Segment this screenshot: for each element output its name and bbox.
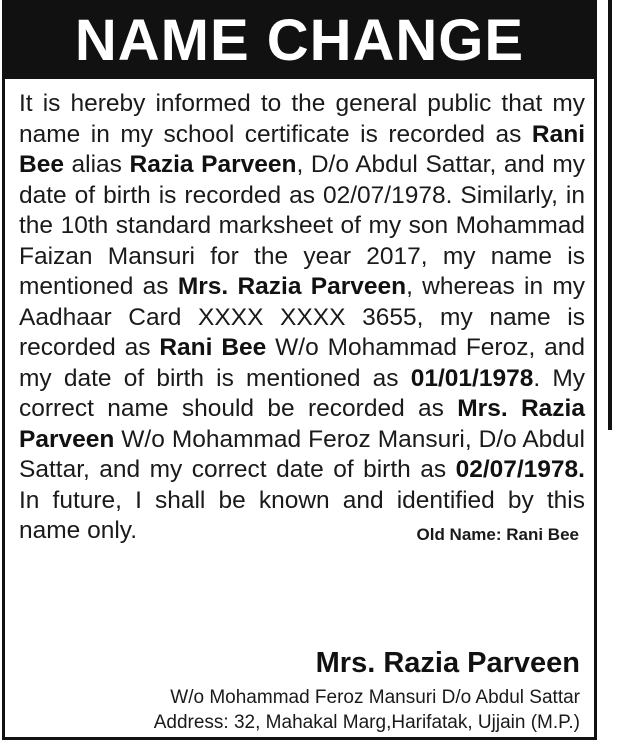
body-text-segment: , whereas in my Aadhaar Card XXXX XXXX 3655, my name is recorded as	[19, 273, 586, 361]
notice-headline: NAME CHANGE	[5, 3, 594, 79]
body-text-segment: , D/o Abdul Sattar, and my date of birth is recorded as 02/07/1978. Similarly, in the 10th standard marksheet of my son Mohammad Faizan Mansuri for the year 2017, my name is mentioned as	[19, 151, 585, 300]
correct-dob-highlight: 02/07/1978.	[455, 456, 585, 483]
notice-body	[19, 89, 585, 551]
signatory-address: Address: 32, Mahakal Marg,Harifatak, Ujjain (M.P.)	[153, 712, 580, 733]
marksheet-name-highlight: Mrs. Razia Parveen	[177, 273, 407, 300]
body-text-segment: W/o Mohammad Feroz Mansuri, D/o Abdul Sattar, and my correct date of birth as	[19, 425, 585, 483]
old-name-highlight: Rani Bee	[19, 120, 585, 178]
body-text-segment: W/o Mohammad Feroz, and my date of birth is mentioned as	[19, 334, 586, 392]
signatory-relation: W/o Mohammad Feroz Mansuri D/o Abdul Sattar	[170, 687, 580, 708]
body-text-segment: In future, I shall be known and identified by this name only.	[19, 486, 585, 544]
old-name-label: Old Name: Rani Bee	[416, 525, 579, 544]
name-change-notice	[2, 0, 597, 740]
signatory-name: Mrs. Razia Parveen	[315, 647, 580, 679]
column-rule	[608, 0, 612, 430]
alias-name-highlight: Razia Parveen	[129, 151, 297, 178]
body-text-segment: It is hereby informed to the general public that my name in my school certificate is recorded as	[19, 90, 585, 148]
body-text-segment: alias	[63, 151, 130, 178]
aadhaar-name-highlight: Rani Bee	[159, 334, 267, 361]
correct-name-highlight: Mrs. Razia Parveen	[19, 395, 585, 453]
body-text-segment: . My correct name should be recorded as	[19, 364, 585, 422]
aadhaar-dob-highlight: 01/01/1978	[410, 364, 534, 392]
